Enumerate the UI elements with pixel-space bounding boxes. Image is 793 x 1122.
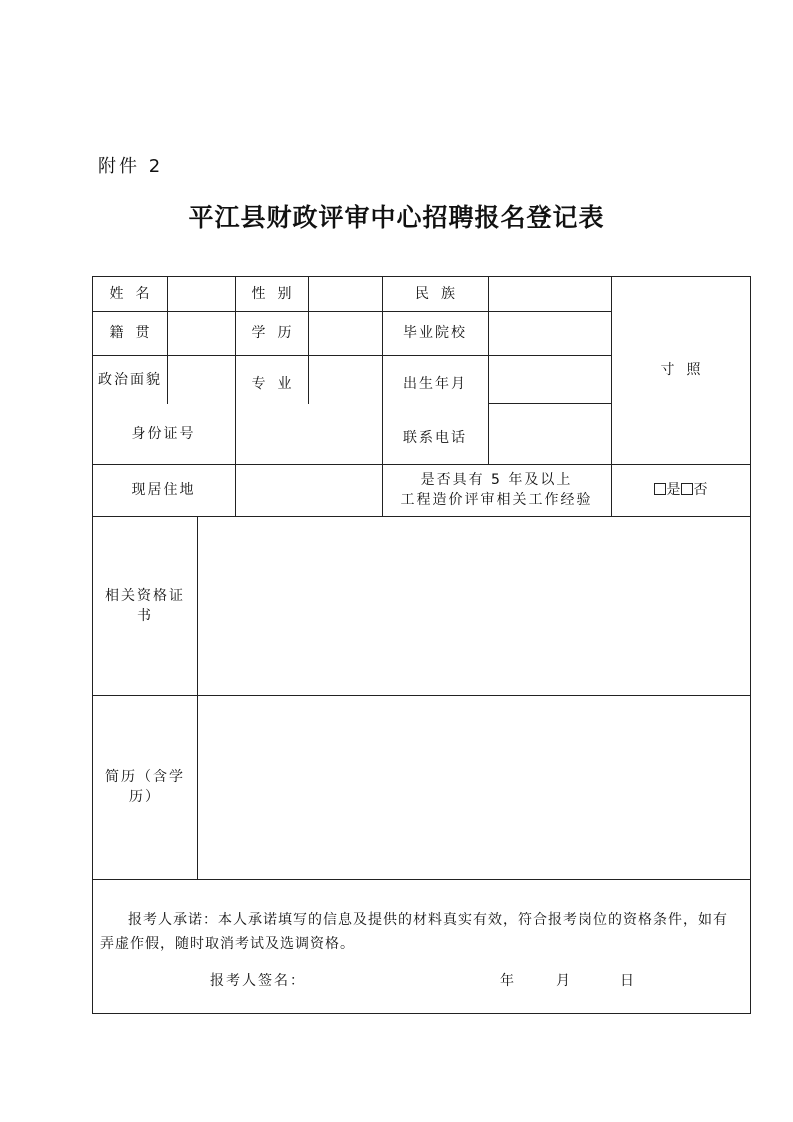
name-value[interactable] [167, 276, 235, 311]
experience-options [611, 464, 750, 516]
yes-checkbox[interactable] [654, 483, 666, 495]
year-label: 年 [500, 973, 516, 989]
attachment-label: 附件 2 [98, 156, 164, 177]
phone-value[interactable] [488, 403, 611, 464]
day-label: 日 [620, 973, 636, 989]
form-title: 平江县财政评审中心招聘报名登记表 [188, 203, 605, 232]
signature-field[interactable] [300, 970, 480, 990]
gender-value[interactable] [308, 276, 382, 311]
ethnicity-label: 民族 [415, 285, 467, 302]
id-number-label: 身份证号 [131, 426, 196, 442]
major-label: 专业 [251, 375, 304, 392]
certificate-label: 相关资格证书 [105, 587, 185, 624]
name-label: 姓名 [109, 285, 162, 302]
political-status-label: 政治面貌 [98, 372, 162, 388]
address-value[interactable] [235, 464, 382, 516]
education-value[interactable] [308, 311, 382, 355]
native-place-value[interactable] [167, 311, 235, 355]
table-border-bottom [92, 1013, 751, 1014]
table-border-left [92, 276, 93, 1014]
experience-question: 是否具有 5 年及以上 工程造价评审相关工作经验 [400, 472, 593, 508]
resume-value[interactable] [197, 695, 750, 879]
birth-label: 出生年月 [403, 375, 467, 392]
phone-label: 联系电话 [403, 430, 467, 446]
signature-label: 报考人签名： [210, 973, 306, 989]
major-value[interactable] [308, 355, 382, 404]
month-label: 月 [556, 973, 572, 989]
table-border-right [750, 276, 751, 1014]
political-status-value[interactable] [167, 355, 235, 404]
ethnicity-value[interactable] [488, 276, 611, 311]
education-label: 学历 [251, 325, 304, 341]
school-value[interactable] [488, 311, 611, 355]
pledge-text: 报考人承诺：本人承诺填写的信息及提供的材料真实有效，符合报考岗位的资格条件，如有弄虚作假，随时取消考试及选调资格。 [100, 912, 728, 952]
school-label: 毕业院校 [403, 325, 467, 341]
address-label: 现居住地 [131, 482, 196, 498]
birth-value[interactable] [488, 355, 611, 403]
experience-no-option[interactable]: 否 [681, 480, 708, 500]
row-divider [92, 879, 751, 880]
photo-label: 寸照 [660, 362, 713, 378]
experience-yes-option[interactable]: 是 [654, 480, 681, 500]
photo-area[interactable] [611, 276, 750, 464]
certificate-value[interactable] [197, 516, 750, 695]
gender-label: 性别 [251, 285, 304, 302]
native-place-label: 籍贯 [109, 325, 162, 341]
no-checkbox[interactable] [681, 483, 693, 495]
resume-label: 简历（含学历） [105, 769, 185, 805]
